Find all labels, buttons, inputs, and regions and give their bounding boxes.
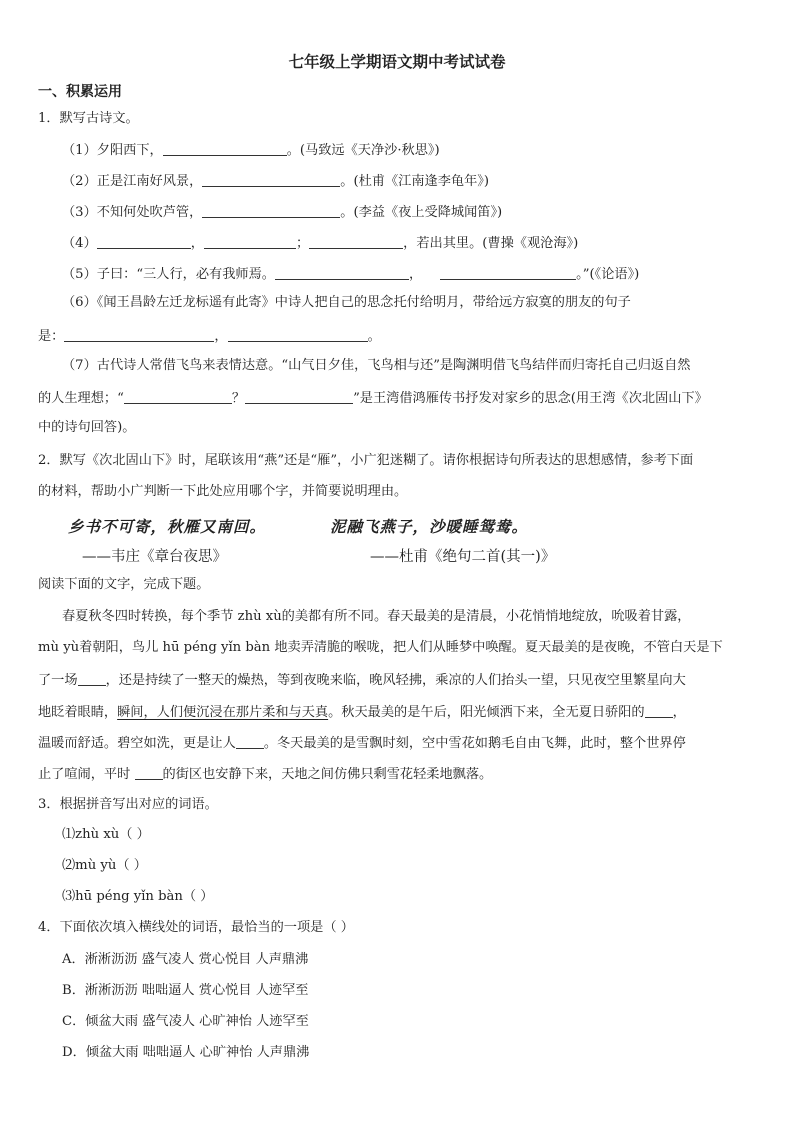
passage-text: 了一场 — [38, 673, 78, 688]
q1-item-1-source: 。(马致远《天净沙·秋思》) — [286, 143, 440, 158]
q1-item-7-suffix: ”是王湾借鸿雁传书抒发对家乡的思念(用王湾《次北固山下》 — [353, 391, 708, 406]
answer-blank[interactable] — [202, 203, 340, 218]
poem-excerpt-1: 乡书不可寄，秋雁又南回。 — [68, 517, 267, 536]
q4-option-b[interactable]: B．淅淅沥沥 咄咄逼人 赏心悦目 人迹罕至 — [62, 983, 309, 998]
passage-text: ， — [672, 705, 686, 720]
q1-item-1 — [62, 141, 440, 159]
q1-item-4-source: ，若出其里。(曹操《观沧海》) — [403, 236, 579, 251]
passage-line-5 — [38, 734, 686, 752]
q4-option-d[interactable]: D．倾盆大雨 咄咄逼人 心旷神怡 人声鼎沸 — [62, 1045, 310, 1060]
answer-blank[interactable] — [124, 389, 232, 404]
answer-blank[interactable] — [228, 327, 368, 342]
poem-author-2: ——杜甫《绝句二首(其一)》 — [370, 549, 556, 565]
q1-item-4-prefix: （4） — [62, 236, 97, 251]
q1-item-5-sep: ， — [408, 267, 423, 282]
q1-item-3-source: 。(李益《夜上受降城闻笛》) — [340, 205, 503, 220]
q1-item-2 — [62, 172, 489, 190]
q3-item-2[interactable]: ⑵mù yù（ ） — [62, 858, 147, 873]
passage-line-3 — [38, 671, 686, 689]
q1-item-2-prefix: （2）正是江南好风景， — [62, 174, 203, 189]
q4-option-a[interactable]: A．淅淅沥沥 盛气凌人 赏心悦目 人声鼎沸 — [62, 952, 309, 967]
passage-text: 地眨着眼睛， — [38, 705, 118, 720]
q1-item-3-prefix: （3）不知何处吹芦管， — [62, 205, 203, 220]
passage-line-2: mù yù着朝阳，鸟儿 hū péng yǐn bàn 地卖弄清脆的喉咙，把人们从睡梦中唤醒。夏天最美的是夜晚，不管白天是下 — [38, 640, 723, 655]
q1-item-1-prefix: （1）夕阳西下， — [62, 143, 163, 158]
poem-excerpt-2: 泥融飞燕子，沙暖睡鸳鸯。 — [330, 517, 529, 536]
passage-text: 的街区也安静下来，天地之间仿佛只剩雪花轻柔地飘落。 — [162, 767, 493, 782]
passage-line-1: 春夏秋冬四时转换，每个季节 zhù xù的美都有所不同。春天最美的是清晨，小花悄悄地绽放，吮吸着甘露， — [62, 609, 691, 624]
page-title: 七年级上学期语文期中考试试卷 — [288, 53, 506, 71]
q1-item-5 — [62, 265, 639, 283]
passage-line-6 — [38, 765, 492, 783]
q1-stem: 1．默写古诗文。 — [38, 111, 139, 126]
answer-blank[interactable] — [135, 765, 163, 780]
q2-line1: 2．默写《次北固山下》时，尾联该用“燕”还是“雁”，小广犯迷糊了。请你根据诗句所表达的思想感情，参考下面 — [38, 453, 694, 468]
poem-author-1: ——韦庄《章台夜思》 — [82, 549, 227, 565]
section-heading: 一、积累运用 — [38, 84, 122, 100]
q2-line2: 的材料，帮助小广判断一下此处应用哪个字，并简要说明理由。 — [38, 484, 408, 499]
passage-text: 温暖而舒适。碧空如洗，更是让人 — [38, 736, 236, 751]
reading-intro: 阅读下面的文字，完成下题。 — [38, 577, 210, 592]
q1-item-4 — [62, 234, 578, 252]
q1-item-6-line2 — [38, 327, 381, 345]
q1-item-6-line1: （6）《闻王昌龄左迁龙标遥有此寄》中诗人把自己的思念托付给明月，带给远方寂寞的朋友的句子 — [62, 295, 631, 310]
passage-text: 。冬天最美的是雪飘时刻，空中雪花如鹅毛自由飞舞，此时，整个世界停 — [263, 736, 686, 751]
q1-item-6-prefix: 是： — [38, 329, 65, 344]
answer-blank[interactable] — [64, 327, 214, 342]
q4-option-c[interactable]: C．倾盆大雨 盛气凌人 心旷神怡 人迹罕至 — [62, 1014, 309, 1029]
passage-text: ，还是持续了一整天的燥热，等到夜晚来临，晚风轻拂，乘凉的人们抬头一望，只见夜空里繁星向大 — [105, 673, 686, 688]
passage-line-4 — [38, 703, 686, 721]
answer-blank[interactable] — [440, 265, 576, 280]
answer-blank[interactable] — [236, 734, 264, 749]
q1-item-6-sep: ， — [214, 329, 228, 344]
answer-blank[interactable] — [163, 141, 287, 156]
q1-item-4-sep1: ， — [190, 236, 204, 251]
q4-stem: 4．下面依次填入横线处的词语，最恰当的一项是（ ） — [38, 920, 354, 935]
passage-text: 。秋天最美的是午后，阳光倾洒下来，全无夏日骄阳的 — [328, 705, 645, 720]
q3-stem: 3．根据拼音写出对应的词语。 — [38, 797, 218, 812]
answer-blank[interactable] — [245, 389, 353, 404]
q1-item-3 — [62, 203, 502, 221]
answer-blank[interactable] — [78, 671, 106, 686]
q3-item-3[interactable]: ⑶hū péng yǐn bàn（ ） — [62, 889, 214, 904]
answer-blank[interactable] — [275, 265, 409, 280]
q1-item-4-sep2: ； — [295, 236, 310, 251]
passage-text: 止了喧闹，平时 — [38, 767, 135, 782]
q1-item-7-line1: （7）古代诗人常借飞鸟来表情达意。“山气日夕佳，飞鸟相与还”是陶渊明借飞鸟结伴而归寄托自己归返自然 — [62, 358, 691, 373]
q1-item-5-prefix: （5）子曰：“三人行，必有我师焉。 — [62, 267, 275, 282]
q1-item-2-source: 。(杜甫《江南逢李龟年》) — [340, 174, 490, 189]
q1-item-7-prefix: 的人生理想；“ — [38, 391, 124, 406]
answer-blank[interactable] — [645, 703, 673, 718]
q3-item-1[interactable]: ⑴zhù xù（ ） — [62, 827, 150, 842]
answer-blank[interactable] — [309, 234, 403, 249]
q1-item-6-end: 。 — [367, 329, 381, 344]
answer-blank[interactable] — [202, 172, 340, 187]
answer-blank[interactable] — [97, 234, 191, 249]
q1-item-7-line3: 中的诗句回答)。 — [38, 420, 136, 435]
q1-item-7-line2 — [38, 389, 708, 407]
underlined-sentence: 瞬间，人们便沉浸在那片柔和与天真 — [117, 705, 329, 720]
q1-item-5-source: 。”(《论语》) — [576, 267, 640, 282]
q1-item-7-sep: ？ — [231, 391, 246, 406]
answer-blank[interactable] — [204, 234, 296, 249]
